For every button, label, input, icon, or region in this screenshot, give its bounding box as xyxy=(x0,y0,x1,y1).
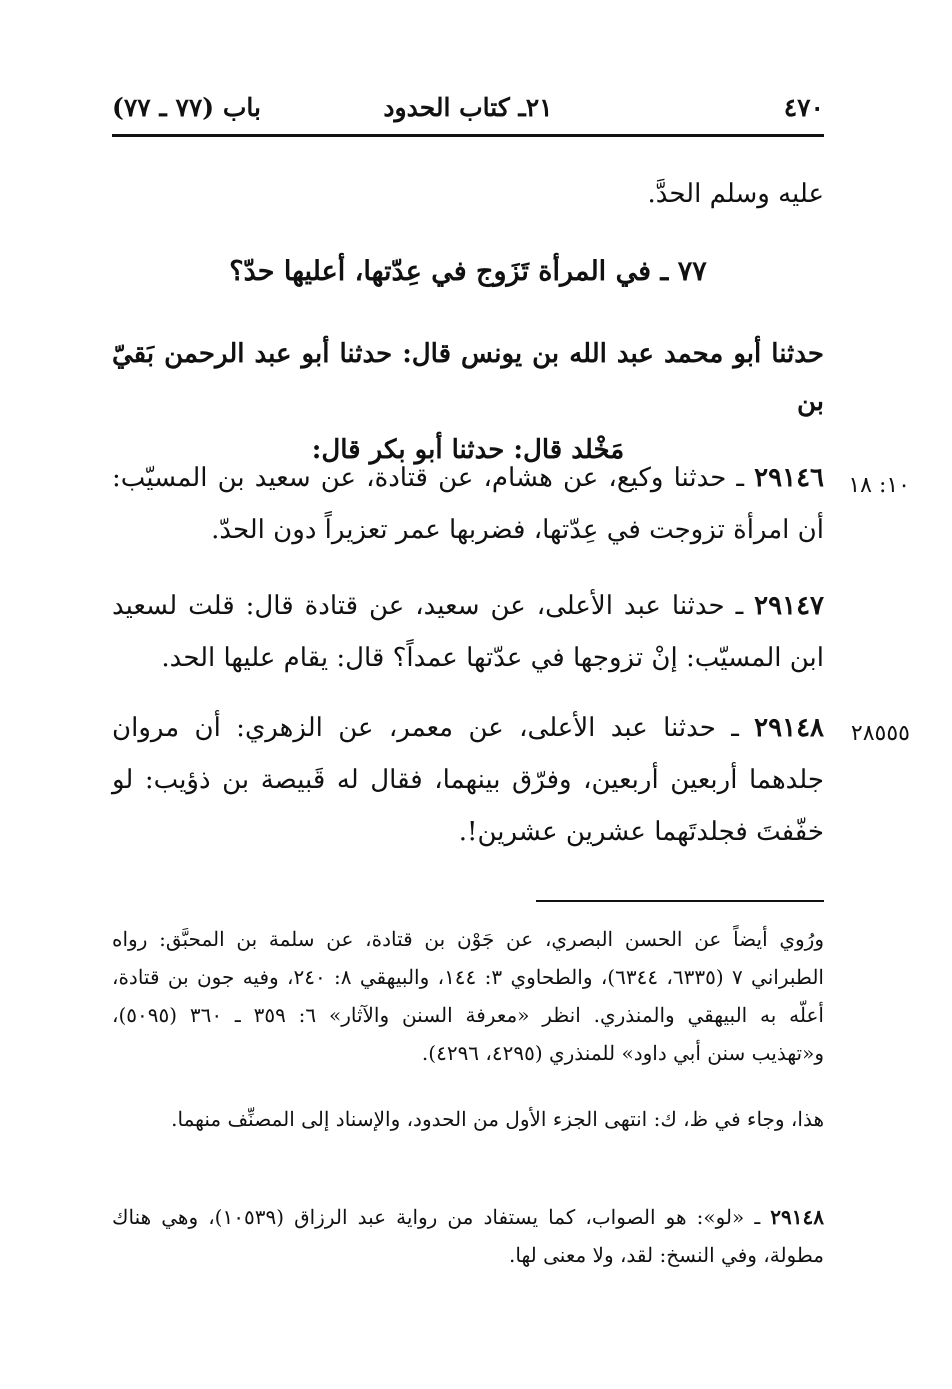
page-number: ٤٧٠ xyxy=(783,93,824,122)
book-title: ٢١ـ كتاب الحدود xyxy=(383,93,553,122)
header-rule xyxy=(112,134,824,137)
hadith-entry xyxy=(112,580,824,684)
hadith-number: ٢٩١٤٨ xyxy=(754,713,824,743)
isnad-line-2: مَخْلد قال: حدثنا أبو بكر قال: xyxy=(311,435,625,465)
footnote-text: ـ «لو»: هو الصواب، كما يستفاد من رواية عبد الرزاق (١٠٥٣٩)، وهي هناك مطولة، وفي النسخ: لقد، ولا معنى لها. xyxy=(112,1205,824,1267)
hadith-number: ٢٩١٤٦ xyxy=(754,463,824,493)
footnote-text: هذا، وجاء في ظ، ك: انتهى الجزء الأول من الحدود، والإسناد إلى المصنِّف منهما. xyxy=(171,1107,824,1131)
margin-reference: ٢٨٥٥٥ xyxy=(850,721,910,746)
continuation-text: عليه وسلم الحدَّ. xyxy=(647,179,824,209)
hadith-text: ـ حدثنا عبد الأعلى، عن سعيد، عن قتادة قال: قلت لسعيد ابن المسيّب: إنْ تزوجها في عدّتها عمداً؟ قال: يقام عليها الحد. xyxy=(112,591,824,673)
chapter-title: ٧٧ ـ في المرأة تَزَوج في عِدّتها، أعليها حدّ؟ xyxy=(229,256,707,287)
running-header xyxy=(112,90,824,130)
margin-reference: ١٠: ١٨ xyxy=(848,473,910,498)
footnote-text: ورُوي أيضاً عن الحسن البصري، عن جَوْن بن قتادة، عن سلمة بن المحبَّق: رواه الطبراني ٧ (٦٣٣٥، ٦٣٤٤)، والطحاوي ٣: ١٤٤، والبيهقي ٨: ٢٤٠، وفيه جون بن قتادة، أعلّه به البيهقي والمنذري. انظر «معرفة السنن والآثار» ٦: ٣٥٩ ـ ٣٦٠ (٥٠٩٥)، و«تهذيب سنن أبي داود» للمنذري (٤٢٩٥، ٤٢٩٦). xyxy=(112,927,824,1065)
footnote-number: ٢٩١٤٨ xyxy=(770,1205,824,1229)
chapter-range: باب (٧٧ ـ ٧٧) xyxy=(112,93,261,122)
footnote xyxy=(112,1198,824,1274)
hadith-entry xyxy=(112,702,824,858)
isnad-line-1: حدثنا أبو محمد عبد الله بن يونس قال: حدثنا أبو عبد الرحمن بَقيّ بن xyxy=(112,339,824,417)
footnote xyxy=(112,1100,824,1138)
hadith-number: ٢٩١٤٧ xyxy=(754,591,824,621)
hadith-text: ـ حدثنا عبد الأعلى، عن معمر، عن الزهري: أن مروان جلدهما أربعين أربعين، وفرّق بينهما، فقال له قَبيصة بن ذؤيب: لو خفّفتَ فجلدتَهما عشرين عشرين!. xyxy=(112,713,824,847)
hadith-entry xyxy=(112,452,824,556)
footnote xyxy=(112,920,824,1072)
footnote-separator xyxy=(536,900,824,902)
hadith-text: ـ حدثنا وكيع، عن هشام، عن قتادة، عن سعيد بن المسيّب: أن امرأة تزوجت في عِدّتها، فضربها عمر تعزيراً دون الحدّ. xyxy=(112,463,824,545)
